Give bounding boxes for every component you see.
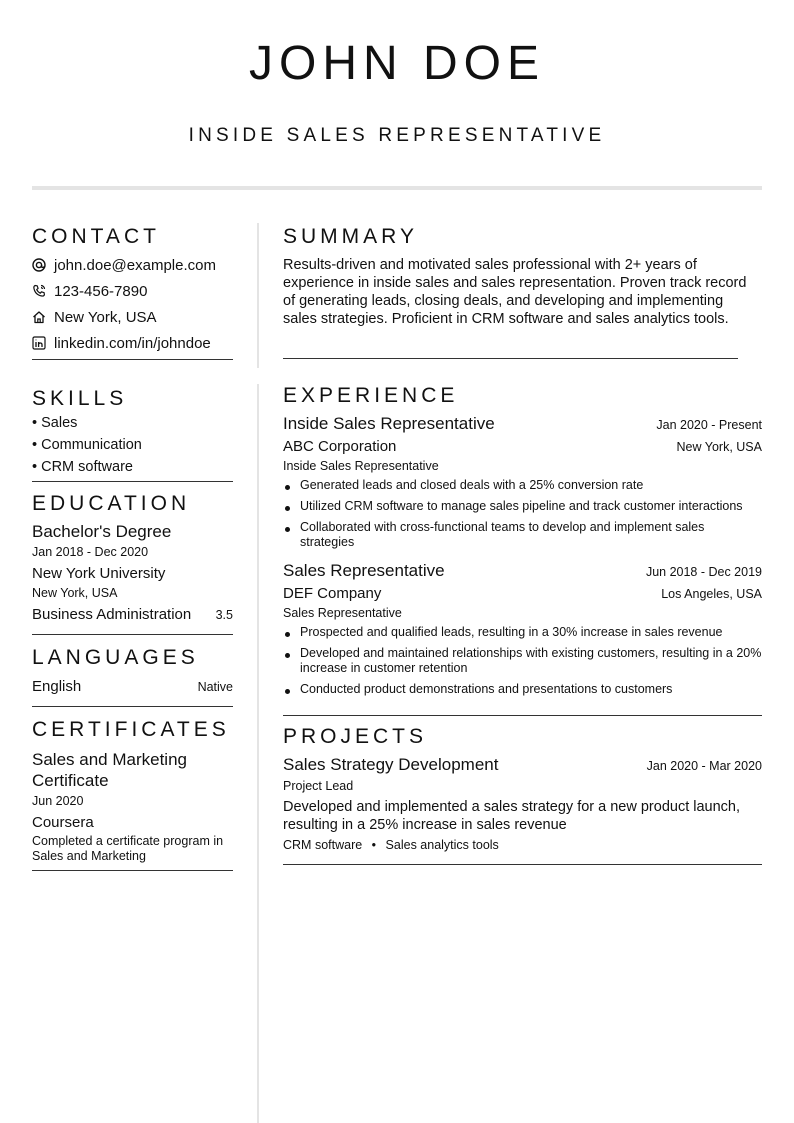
skill-item: • Communication (32, 437, 142, 453)
job-dates: Jan 2020 - Present (656, 418, 762, 432)
contact-section (32, 224, 233, 360)
job-bullet: Utilized CRM software to manage sales pipeline and track customer interactions (283, 499, 762, 514)
skills-heading: SKILLS (32, 387, 128, 410)
language-row (32, 676, 233, 697)
skill-label: Communication (41, 437, 142, 453)
job-bullet: Conducted product demonstrations and presentations to customers (283, 682, 762, 697)
project-tool: CRM software (283, 838, 363, 852)
summary-section (283, 224, 762, 359)
certificate-issuer: Coursera (32, 814, 94, 831)
email-text: john.doe@example.com (54, 256, 216, 274)
projects-heading: PROJECTS (283, 725, 428, 748)
location-text: New York, USA (54, 308, 157, 326)
home-icon (32, 310, 54, 324)
right-column (283, 224, 762, 865)
language-level: Native (197, 680, 233, 694)
education-section (32, 491, 233, 635)
language-name: English (32, 678, 82, 695)
certificates-section (32, 717, 233, 871)
certificates-heading: CERTIFICATES (32, 718, 230, 741)
field-of-study: Business Administration (32, 606, 192, 623)
job-role: Inside Sales Representative (283, 459, 439, 473)
at-icon (32, 258, 54, 272)
certificate-name: Sales and Marketing Certificate (32, 750, 187, 790)
phone-text: 123-456-7890 (54, 282, 148, 300)
job-title: Sales Representative (283, 561, 445, 580)
experience-heading: EXPERIENCE (283, 384, 459, 407)
job-title: INSIDE SALES REPRESENTATIVE (188, 125, 606, 146)
project-tool: Sales analytics tools (385, 838, 499, 852)
school-name: New York University (32, 565, 166, 582)
school-location: New York, USA (32, 586, 118, 600)
project-role: Project Lead (283, 779, 354, 793)
job-role: Sales Representative (283, 606, 402, 620)
job-title: Inside Sales Representative (283, 414, 495, 433)
job-bullet: Collaborated with cross-functional teams to develop and implement sales strategies (283, 520, 762, 550)
project-tools (283, 836, 762, 854)
job-entry (283, 413, 762, 550)
job-dates: Jun 2018 - Dec 2019 (645, 565, 762, 579)
projects-section (283, 724, 762, 865)
phone-icon (32, 284, 54, 298)
education-dates: Jan 2018 - Dec 2020 (32, 545, 149, 559)
column-divider (257, 384, 259, 1123)
job-bullet: Generated leads and closed deals with a 25% conversion rate (283, 478, 762, 493)
project-description: Developed and implemented a sales strategy for a new product launch, resulting in a 25% increase in sales revenue (283, 799, 741, 833)
candidate-name: JOHN DOE (248, 37, 545, 90)
skill-label: CRM software (41, 459, 133, 475)
job-location: Los Angeles, USA (661, 587, 762, 601)
tool-separator-dot: • (371, 838, 377, 852)
contact-linkedin[interactable] (32, 330, 233, 356)
linkedin-icon (32, 336, 54, 350)
education-heading: EDUCATION (32, 492, 191, 515)
job-location: New York, USA (676, 440, 762, 454)
contact-phone[interactable] (32, 278, 233, 304)
job-bullet: Developed and maintained relationships with existing customers, resulting in a 20% increase in customer retention (283, 646, 762, 676)
skill-label: Sales (41, 415, 78, 431)
column-divider-top (257, 223, 259, 368)
summary-text: Results-driven and motivated sales professional with 2+ years of experience in inside sales and sales representation. Proven track record of generating leads, closing deals, and developing and implementing sales strategies. Proficient in CRM software and sales analytics tools. (283, 257, 747, 327)
languages-section (32, 645, 233, 707)
summary-heading: SUMMARY (283, 225, 418, 248)
job-bullet: Prospected and qualified leads, resulting in a 30% increase in sales revenue (283, 625, 762, 640)
company-name: ABC Corporation (283, 438, 397, 455)
experience-section (283, 383, 762, 716)
skill-item: • Sales (32, 415, 78, 431)
degree: Bachelor's Degree (32, 522, 172, 541)
linkedin-text: linkedin.com/in/johndoe (54, 334, 211, 352)
header-divider (32, 186, 762, 190)
contact-location (32, 304, 233, 330)
job-entry (283, 560, 762, 697)
contact-heading: CONTACT (32, 225, 160, 248)
certificate-date: Jun 2020 (32, 794, 84, 808)
left-column (32, 224, 233, 871)
project-dates: Jan 2020 - Mar 2020 (646, 759, 762, 773)
contact-email[interactable] (32, 252, 233, 278)
languages-heading: LANGUAGES (32, 646, 199, 669)
summary-divider (283, 358, 738, 359)
company-name: DEF Company (283, 585, 382, 602)
project-name: Sales Strategy Development (283, 755, 499, 774)
skill-item: • CRM software (32, 459, 133, 475)
gpa: 3.5 (215, 608, 233, 622)
certificate-description: Completed a certificate program in Sales and Marketing (32, 834, 224, 863)
skills-section (32, 386, 233, 482)
